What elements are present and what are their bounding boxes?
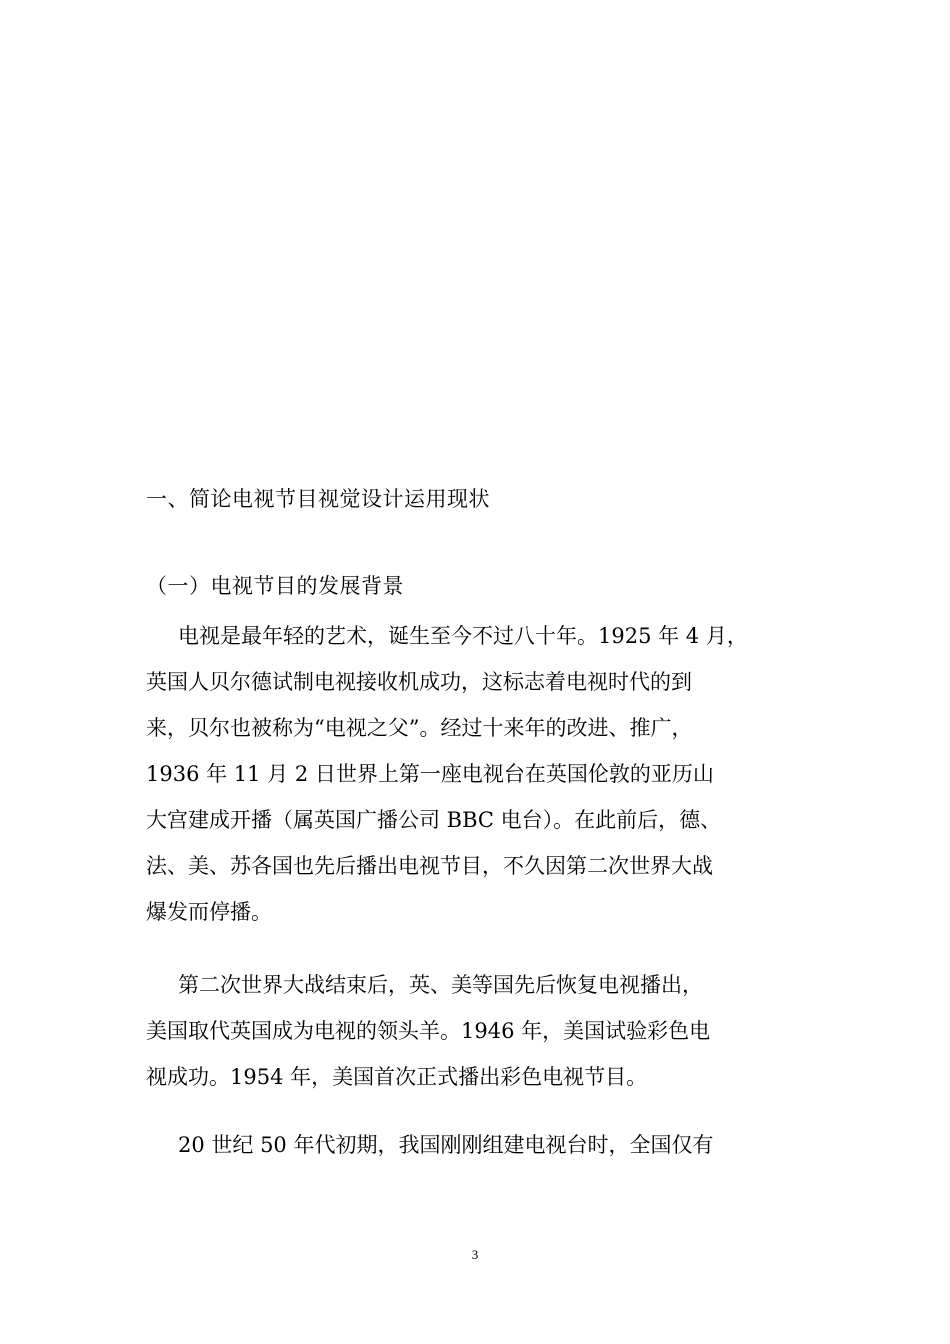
paragraph-line: 法、美、苏各国也先后播出电视节目，不久因第二次世界大战 <box>146 854 713 878</box>
section-heading: 一、简论电视节目视觉设计运用现状 <box>146 487 490 511</box>
page-number: 3 <box>471 1247 479 1262</box>
paragraph-2 <box>146 962 826 1100</box>
paragraph-line: 美国取代英国成为电视的领头羊。1946 年，美国试验彩色电 <box>146 1019 711 1043</box>
paragraph-line: 电视是最年轻的艺术，诞生至今不过八十年。1925 年 4 月， <box>178 624 748 648</box>
paragraph-line: 视成功。1954 年，美国首次正式播出彩色电视节目。 <box>146 1065 648 1089</box>
paragraph-line: 来，贝尔也被称为“电视之父”。经过十来年的改进、推广， <box>146 716 693 740</box>
paragraph-line: 20 世纪 50 年代初期，我国刚刚组建电视台时，全国仅有 <box>178 1133 714 1157</box>
paragraph-3 <box>146 1122 826 1168</box>
paragraph-line: 第二次世界大战结束后，英、美等国先后恢复电视播出， <box>178 973 703 997</box>
subsection-heading: （一）电视节目的发展背景 <box>146 574 404 598</box>
paragraph-line: 爆发而停播。 <box>146 900 272 924</box>
paragraph-line: 1936 年 11 月 2 日世界上第一座电视台在英国伦敦的亚历山 <box>146 762 714 786</box>
paragraph-line: 大宫建成开播（属英国广播公司 BBC 电台）。在此前后，德、 <box>146 808 722 832</box>
paragraph-1 <box>146 613 826 935</box>
paragraph-line: 英国人贝尔德试制电视接收机成功，这标志着电视时代的到 <box>146 670 692 694</box>
